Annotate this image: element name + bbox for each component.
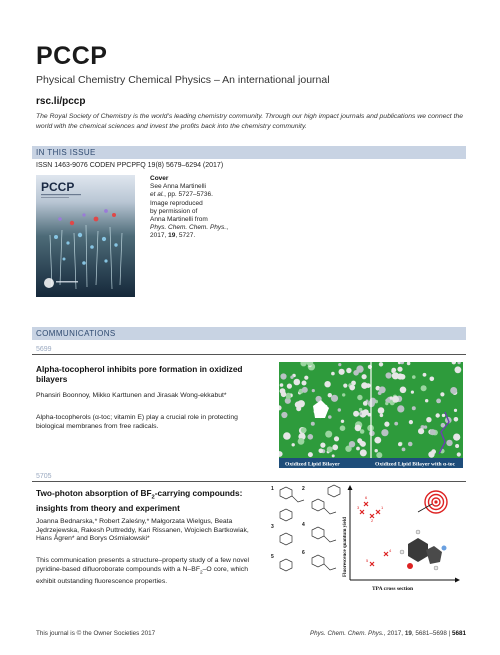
membrane-bead <box>384 422 389 427</box>
membrane-bead <box>379 362 383 366</box>
figure-x-axis-label: TPA cross section <box>372 586 414 592</box>
membrane-bead <box>454 409 457 412</box>
membrane-bead <box>355 425 362 432</box>
cover-page: , 5727. <box>175 232 196 240</box>
article-1-abstract: Alpha-tocopherols (α-toc; vitamin E) play a crucial role in protecting biological membranes from free radicals. <box>36 414 238 430</box>
journal-tagline: The Royal Society of Chemistry is the world’s leading chemistry community. Through our high impact journals and publications we connect the world with the chemical sciences and invest the profits back into the chemistry community. <box>36 113 464 130</box>
membrane-bead <box>430 429 436 435</box>
membrane-bead <box>334 436 339 441</box>
article-1-rule <box>32 354 466 355</box>
membrane-bead <box>325 431 332 438</box>
membrane-bead <box>398 442 402 446</box>
membrane-bead <box>430 377 435 382</box>
membrane-bead <box>283 432 291 440</box>
membrane-bead <box>338 363 341 366</box>
footer-copyright: This journal is © the Owner Societies 2017 <box>36 630 156 637</box>
article-2-page: 5705 <box>36 473 52 480</box>
membrane-bead <box>332 454 335 457</box>
membrane-bead <box>349 385 355 391</box>
cover-et-al: et al. <box>150 191 165 199</box>
membrane-bead <box>281 392 287 398</box>
membrane-bead <box>343 384 347 388</box>
membrane-bead <box>359 441 364 446</box>
molecule-number: 2 <box>302 486 305 492</box>
figure-label-left: Oxidized Lipid Bilayer <box>285 461 340 468</box>
marker-label: 2 <box>371 518 374 523</box>
membrane-bead <box>423 373 427 377</box>
membrane-bead <box>425 399 428 402</box>
membrane-bead <box>411 391 414 394</box>
marker-label: 5 <box>366 558 369 563</box>
footer-volume: 19 <box>404 630 412 637</box>
footer-year: , 2017, <box>383 630 405 637</box>
cover-heading: Cover <box>150 175 169 182</box>
membrane-bead <box>455 366 462 373</box>
molecule-number: 6 <box>302 550 305 556</box>
membrane-bead <box>380 414 384 418</box>
membrane-bead <box>280 383 284 387</box>
membrane-bead <box>363 401 368 406</box>
membrane-bead <box>346 368 351 373</box>
membrane-bead <box>397 405 404 412</box>
membrane-bead <box>453 434 460 441</box>
article-1-figure <box>279 362 463 468</box>
membrane-bead <box>412 375 416 379</box>
membrane-bead <box>454 417 459 422</box>
cover-info <box>150 175 260 241</box>
membrane-bead <box>319 449 324 454</box>
journal-url[interactable]: rsc.li/pccp <box>36 96 86 107</box>
issue-identifiers: ISSN 1463-9076 CODEN PPCPFQ 19(8) 5679–6294 (2017) <box>36 162 224 169</box>
membrane-bead <box>363 409 369 415</box>
footer-page-number: 5681 <box>451 630 466 637</box>
journal-subtitle: Physical Chemistry Chemical Physics – An international journal <box>36 74 330 86</box>
article-1-page: 5699 <box>36 346 52 353</box>
molecule-number: 4 <box>302 522 305 528</box>
article-2-abstract <box>36 557 266 586</box>
communications-bar <box>32 327 466 340</box>
membrane-bead <box>394 422 398 426</box>
cover-year: 2017, <box>150 232 169 240</box>
article-1-title[interactable]: Alpha-tocopherol inhibits pore formation in oxidized bilayers <box>36 364 243 384</box>
membrane-bead <box>295 401 301 407</box>
cover-journal-abbrev: Phys. Chem. Chem. Phys. <box>150 224 227 232</box>
footer-pages: , 5681–5698 | <box>411 630 452 637</box>
membrane-bead <box>320 443 325 448</box>
membrane-bead <box>442 414 445 417</box>
membrane-bead <box>287 384 292 389</box>
article-2-title[interactable] <box>36 488 266 513</box>
membrane-bead <box>341 420 344 423</box>
footer-journal: Phys. Chem. Chem. Phys. <box>309 630 384 637</box>
article-2-abstract-a: This communication presents a structure–property study of a few novel pyridine-based difluoroborate compounds with a N–BF <box>36 557 250 573</box>
membrane-bead <box>349 441 355 447</box>
article-2-abstract-sub: 2 <box>199 569 203 575</box>
article-2-title-sub: 2 <box>151 494 155 501</box>
cover-image[interactable] <box>36 175 135 297</box>
membrane-bead <box>397 367 402 372</box>
molecule-3d-icon <box>400 530 447 570</box>
membrane-bead <box>376 452 382 458</box>
membrane-bead <box>379 386 386 393</box>
cover-thumb-title: PCCP <box>41 180 75 194</box>
membrane-bead <box>290 376 293 379</box>
marker-label: 6 <box>365 495 368 500</box>
membrane-bead <box>342 393 345 396</box>
membrane-bead <box>280 373 286 379</box>
membrane-bead <box>436 399 441 404</box>
membrane-bead <box>386 372 392 378</box>
membrane-bead <box>292 443 295 446</box>
cover-volume: 19 <box>168 232 176 240</box>
article-2-figure <box>268 482 464 595</box>
communications-label: COMMUNICATIONS <box>36 328 116 338</box>
membrane-bead <box>359 412 362 415</box>
marker-label: 4 <box>389 548 392 553</box>
membrane-bead <box>412 406 416 410</box>
membrane-bead <box>360 449 367 456</box>
membrane-bead <box>400 387 407 394</box>
article-2-abstract-b: –O core, which exhibit outstanding fluorescence properties. <box>36 565 248 585</box>
membrane-bead <box>375 449 378 452</box>
membrane-bead <box>308 434 314 440</box>
membrane-bead <box>369 431 375 437</box>
molecule-number: 1 <box>271 486 274 492</box>
membrane-bead <box>327 446 333 452</box>
membrane-bead <box>311 422 315 426</box>
article-2-authors: Joanna Bednarska,* Robert Zaleśny,* Małgorzata Wielgus, Beata Jędrzejewska, Rakesh Puttreddy, Kari Rissanen, Wojciech Bartkowiak, Hans Ågren* and Borys Ośmiałowski* <box>36 518 249 543</box>
membrane-bead <box>455 444 459 448</box>
membrane-bead <box>281 412 287 418</box>
molecule-number: 5 <box>271 554 274 560</box>
cover-pages: , pp. 5727–5736. <box>164 191 213 199</box>
membrane-bead <box>408 442 413 447</box>
molecule-number: 3 <box>271 524 274 530</box>
membrane-bead <box>409 420 413 424</box>
membrane-bead <box>357 395 362 400</box>
membrane-bead <box>339 369 345 375</box>
membrane-bead <box>304 376 308 380</box>
in-this-issue-label: IN THIS ISSUE <box>36 147 96 157</box>
cover-line-1: See Anna Martinelli <box>150 183 207 191</box>
membrane-bead <box>436 413 440 417</box>
membrane-bead <box>353 411 359 417</box>
membrane-bead <box>338 408 341 411</box>
membrane-bead <box>424 425 427 428</box>
membrane-bead <box>294 379 301 386</box>
membrane-bead <box>374 437 381 444</box>
membrane-bead <box>361 382 368 389</box>
article-2-title-a: Two-photon absorption of BF <box>36 488 152 498</box>
footer-citation <box>310 630 466 637</box>
membrane-bead <box>426 417 431 422</box>
membrane-bead <box>302 387 308 393</box>
membrane-bead <box>298 438 305 445</box>
membrane-bead <box>381 429 388 436</box>
figure-label-right: Oxidized Lipid Bilayer with α-toc <box>375 461 456 468</box>
membrane-bead <box>421 385 427 391</box>
membrane-bead <box>331 395 338 402</box>
membrane-bead <box>302 381 307 386</box>
article-2-title-b: -carrying compounds: insights from theory and experiment <box>36 488 243 513</box>
membrane-bead <box>440 392 444 396</box>
membrane-bead <box>301 427 307 433</box>
membrane-bead <box>378 407 385 414</box>
article-1-authors: Phansiri Boonnoy, Mikko Karttunen and Jirasak Wong-ekkabut* <box>36 392 227 399</box>
membrane-bead <box>392 372 399 379</box>
membrane-bead <box>362 374 367 379</box>
membrane-bead <box>340 425 346 431</box>
marker-label: 1 <box>381 505 384 510</box>
membrane-bead <box>450 387 457 394</box>
membrane-bead <box>331 372 335 376</box>
membrane-bead <box>418 428 424 434</box>
membrane-bead <box>402 448 406 452</box>
cover-line-3: Image reproduced <box>150 199 203 207</box>
in-this-issue-bar <box>32 146 466 159</box>
marker-label: 3 <box>357 505 360 510</box>
cover-line-4: by permission of <box>150 207 198 215</box>
figure-y-axis-label: Fluorescence quantum yield <box>343 517 348 577</box>
journal-title: PCCP <box>36 42 108 70</box>
membrane-bead <box>324 381 330 387</box>
membrane-bead <box>312 389 315 392</box>
cover-line-5: Anna Martinelli from <box>150 216 208 224</box>
membrane-bead <box>392 396 399 403</box>
membrane-bead <box>356 447 360 451</box>
membrane-bead <box>385 402 388 405</box>
membrane-bead <box>308 452 313 457</box>
cover-comma: , <box>226 224 229 232</box>
target-icon <box>418 491 447 513</box>
membrane-bead <box>328 415 332 419</box>
membrane-bead <box>332 444 338 450</box>
membrane-bead <box>353 370 359 376</box>
membrane-bead <box>446 440 452 446</box>
membrane-bead <box>457 452 461 456</box>
membrane-bead <box>431 449 436 454</box>
membrane-bead <box>286 393 291 398</box>
